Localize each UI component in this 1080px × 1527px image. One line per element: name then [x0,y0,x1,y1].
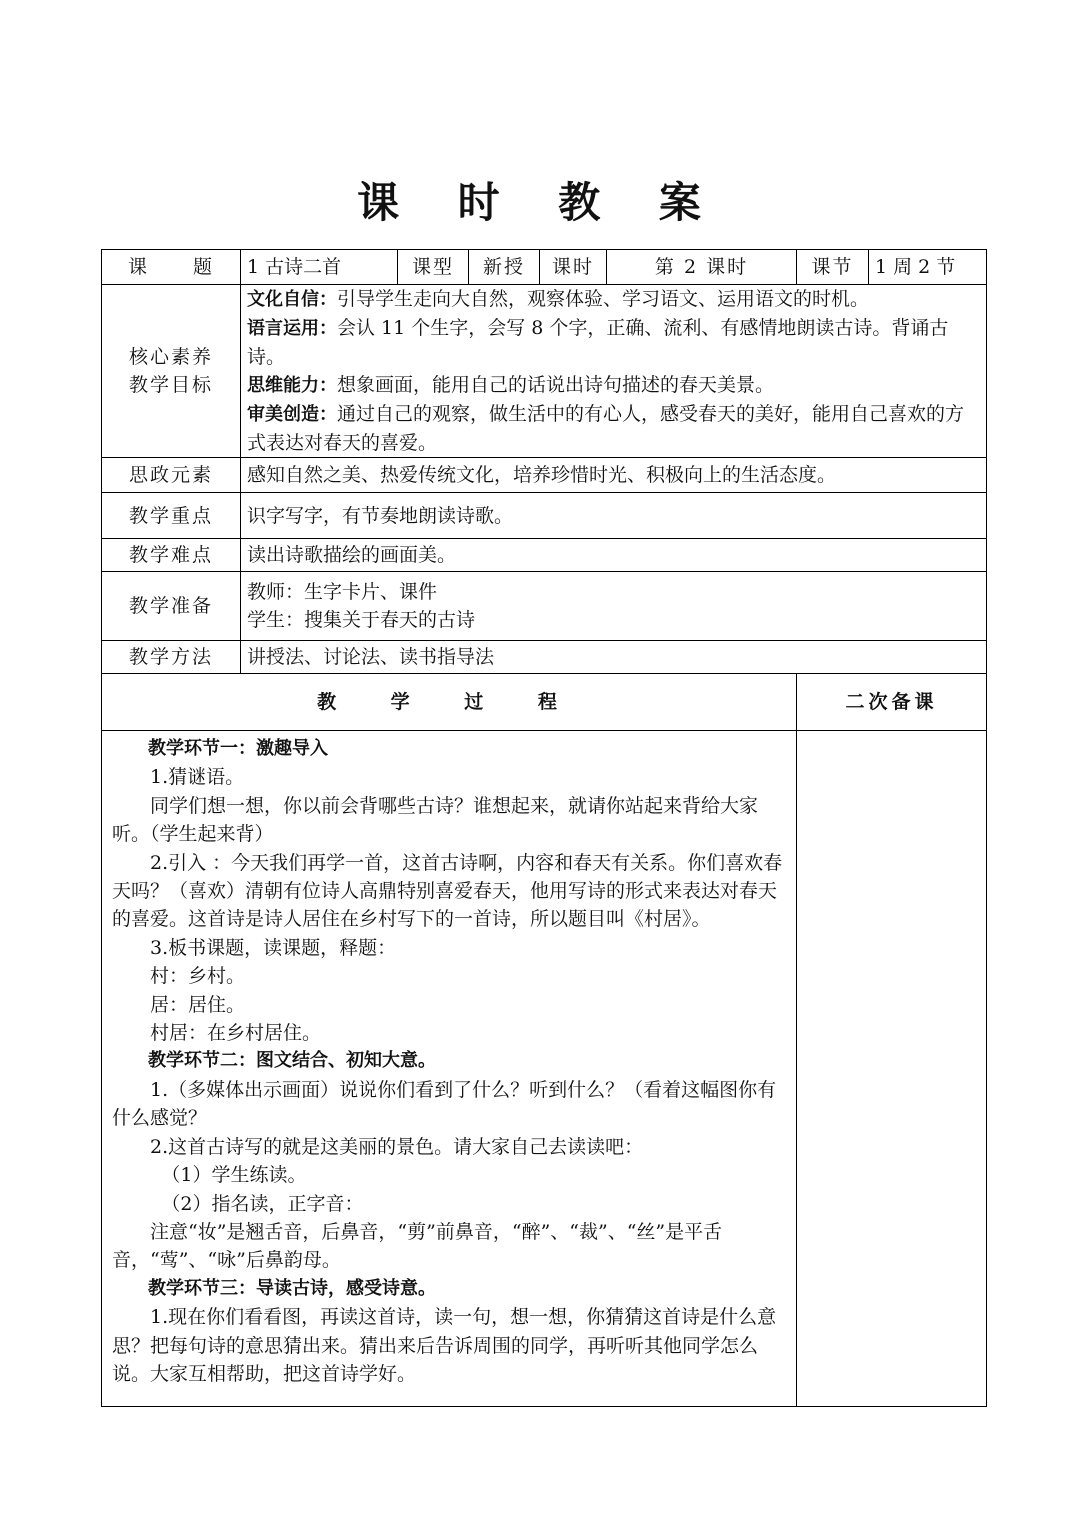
process-content [102,731,797,1407]
preparation-teacher: 教师：生字卡片、课件 [247,581,438,603]
info-row [102,250,987,285]
process-paragraph: 教学环节二：图文结合、初知大意。 [148,1050,436,1072]
process-header: 教 学 过 程 [102,674,797,731]
ideology-row [102,458,987,493]
ideology-value: 感知自然之美、热爱传统文化，培养珍惜时光、积极向上的生活态度。 [241,458,987,493]
process-paragraph: 村：乡村。 [150,965,246,988]
lesson-plan-table [101,249,987,1407]
section-value: 1 周 2 节 [869,250,987,285]
process-paragraph: 教学环节一：激趣导入 [148,738,328,759]
process-content-row [102,731,987,1407]
goal-thinking: 思维能力：想象画面，能用自己的话说出诗句描述的春天美景。 [247,374,775,396]
process-paragraph: 2.引入 ：今天我们再学一首，这首古诗啊，内容和春天有关系。你们喜欢春天吗？（喜欢）清朝有位诗人高鼎特别喜爱春天，他用写诗的形式来表达对春天的喜爱。这首诗是诗人居住在乡村写下的一首诗，所以题目叫《村居》。 [112,851,783,931]
second-prep-header: 二次备课 [797,674,987,731]
preparation-label: 教学准备 [102,572,241,641]
process-paragraph: 1.（多媒体出示画面）说说你们看到了什么？听到什么？（看着这幅图你有什么感觉？ [112,1078,777,1130]
preparation-row [102,572,987,641]
difficulty-row [102,539,987,572]
method-label: 教学方法 [102,641,241,674]
topic-label: 课 题 [102,250,241,285]
hours-label: 课时 [540,250,607,285]
core-goals-row [102,285,987,458]
goal-culture: 文化自信：引导学生走向大自然，观察体验、学习语文、运用语文的时机。 [247,288,870,310]
process-paragraph: 同学们想一想，你以前会背哪些古诗？谁想起来，就请你站起来背给大家听。（学生起来背） [112,794,759,846]
preparation-student: 学生：搜集关于春天的古诗 [247,609,476,631]
process-paragraph: 1.现在你们看看图，再读这首诗，读一句，想一想，你猜猜这首诗是什么意思？把每句诗的意思猜出来。猜出来后告诉周围的同学，再听听其他同学怎么说。大家互相帮助，把这首诗学好。 [112,1306,777,1385]
difficulty-label: 教学难点 [102,539,241,572]
method-value: 讲授法、讨论法、读书指导法 [241,641,987,674]
process-paragraph: 2.这首古诗写的就是这美丽的景色。请大家自己去读读吧： [150,1135,644,1158]
goal-aesthetic: 审美创造：通过自己的观察，做生活中的有心人，感受春天的美好，能用自己喜欢的方式表达对春天的喜爱。 [247,403,965,454]
key-point-label: 教学重点 [102,493,241,539]
key-point-row [102,493,987,539]
process-header-row [102,674,987,731]
topic-value: 1 古诗二首 [241,250,398,285]
method-row [102,641,987,674]
process-paragraph: 3.板书课题，读课题，释题： [150,936,397,959]
second-prep-content [797,731,987,1407]
core-goals-label: 核心素养 教学目标 [102,285,241,458]
process-paragraph: 居：居住。 [150,993,246,1016]
key-point-value: 识字写字，有节奏地朗读诗歌。 [241,493,987,539]
core-goals-content [241,285,987,458]
preparation-content [241,572,987,641]
hours-value: 第 2 课时 [607,250,797,285]
goal-language: 语言运用：会认 11 个生字，会写 8 个字，正确、流利、有感情地朗读古诗。背诵古诗。 [247,317,949,368]
document-title: 课 时 教 案 [357,178,723,227]
process-paragraph: 教学环节三：导读古诗，感受诗意。 [148,1277,436,1299]
process-paragraph: 村居：在乡村居住。 [150,1022,322,1045]
process-paragraph: （1）学生练读。 [161,1164,307,1187]
process-paragraph: （2）指名读，正字音： [161,1192,364,1215]
difficulty-value: 读出诗歌描绘的画面美。 [241,539,987,572]
type-label: 课型 [398,250,469,285]
process-paragraph: 注意“妆”是翘舌音，后鼻音，“剪”前鼻音，“醉”、“裁”、“丝”是平舌音，“莺”、“咏”后鼻韵母。 [112,1220,723,1272]
type-value: 新授 [469,250,540,285]
ideology-label: 思政元素 [102,458,241,493]
process-paragraph: 1.猜谜语。 [150,766,245,789]
section-label: 课节 [797,250,869,285]
